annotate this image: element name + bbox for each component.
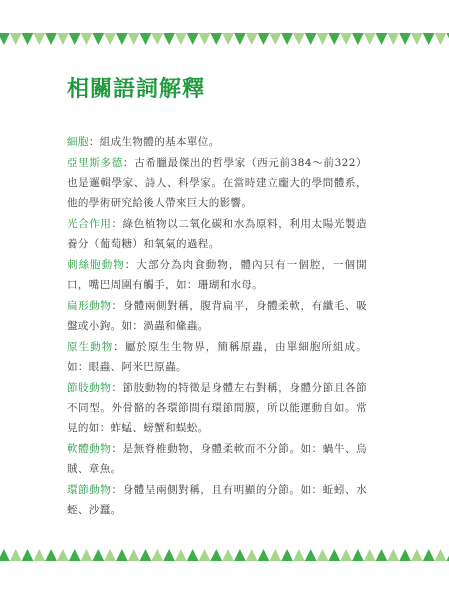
border-triangle <box>45 33 57 45</box>
glossary-entry-aristotle <box>67 153 367 213</box>
border-triangle <box>364 33 376 45</box>
border-triangle <box>293 33 305 45</box>
border-triangle <box>187 33 199 45</box>
border-triangle <box>364 549 376 561</box>
glossary-term: 刺絲胞動物 <box>67 259 125 271</box>
glossary-term: 節肢動物 <box>67 382 112 394</box>
border-triangle <box>376 33 388 45</box>
border-triangle <box>352 33 364 45</box>
border-triangle <box>81 33 93 45</box>
border-triangle <box>435 549 447 561</box>
border-triangle <box>340 549 352 561</box>
border-triangle <box>234 33 246 45</box>
glossary-definition: ：古希臘最傑出的哲學家（西元前384～前322）也是邏輯學家、詩人、科學家。在當時建立龐大的學問體系，他的學術研究給後人帶來巨大的影響。 <box>67 157 367 209</box>
border-triangle <box>376 549 388 561</box>
glossary-definition: ：屬於原生生物界，簡稱原蟲，由單細胞所組成。如：眼蟲、阿米巴原蟲。 <box>67 341 367 373</box>
border-triangle <box>317 549 329 561</box>
border-triangle <box>258 549 270 561</box>
glossary-term: 扁形動物 <box>67 300 112 312</box>
glossary-definition: ：大部分為肉食動物，體內只有一個腔，一個開口，嘴巴周圍有觸手，如：珊瑚和水母。 <box>67 259 368 291</box>
border-triangle <box>57 549 69 561</box>
glossary-definition: ：綠色植物以二氧化碳和水為原料，利用太陽光製造養分（葡萄糖）和氧氣的過程。 <box>67 218 367 250</box>
border-triangle <box>163 33 175 45</box>
border-triangle <box>128 549 140 561</box>
border-triangle <box>411 33 423 45</box>
glossary-entry-mollusk <box>67 439 367 479</box>
glossary-term: 細胞 <box>67 136 89 148</box>
border-triangle <box>151 33 163 45</box>
border-triangle <box>423 33 435 45</box>
border-triangle <box>246 33 258 45</box>
border-triangle <box>352 549 364 561</box>
border-triangle <box>10 33 22 45</box>
border-triangle <box>140 549 152 561</box>
border-triangle <box>140 33 152 45</box>
glossary-entry-arthropod <box>67 378 367 438</box>
border-triangle <box>305 549 317 561</box>
border-triangle <box>258 33 270 45</box>
glossary-term: 原生動物 <box>67 341 114 353</box>
border-triangle <box>210 33 222 45</box>
border-triangle <box>246 549 258 561</box>
border-triangle <box>234 549 246 561</box>
border-triangle <box>92 33 104 45</box>
border-triangle <box>175 549 187 561</box>
border-triangle <box>222 549 234 561</box>
border-triangle <box>387 549 399 561</box>
border-triangle <box>269 33 281 45</box>
border-triangle <box>45 549 57 561</box>
glossary-entry-annelid <box>67 480 367 520</box>
border-triangle <box>399 33 411 45</box>
border-triangle <box>116 549 128 561</box>
glossary-entry-flatworm <box>67 296 367 336</box>
glossary-definition: ：節肢動物的特徵是身體左右對稱，身體分節且各節不同型。外骨骼的各環節間有環節間膜，所以能運動自如。常見的如：蚱蜢、螃蟹和蜈蚣。 <box>67 382 367 434</box>
border-triangle <box>293 549 305 561</box>
glossary-term: 環節動物 <box>67 484 112 496</box>
glossary-list <box>67 132 367 521</box>
border-triangle <box>281 549 293 561</box>
glossary-entry-cnidarian <box>67 255 367 295</box>
border-triangle <box>151 549 163 561</box>
border-triangle <box>435 33 447 45</box>
bottom-triangle-border <box>0 549 449 561</box>
glossary-entry-photosynthesis <box>67 214 367 254</box>
border-triangle <box>69 549 81 561</box>
border-triangle <box>163 549 175 561</box>
border-triangle <box>175 33 187 45</box>
glossary-definition: ：組成生物體的基本單位。 <box>88 136 220 148</box>
border-triangle <box>328 549 340 561</box>
border-triangle <box>281 33 293 45</box>
border-triangle <box>317 33 329 45</box>
border-triangle <box>57 33 69 45</box>
border-triangle <box>187 549 199 561</box>
border-triangle <box>22 33 34 45</box>
border-triangle <box>104 33 116 45</box>
border-triangle <box>411 549 423 561</box>
border-triangle <box>0 33 10 45</box>
border-triangle <box>387 33 399 45</box>
border-triangle <box>199 33 211 45</box>
border-triangle <box>0 549 10 561</box>
border-triangle <box>69 33 81 45</box>
border-triangle <box>222 33 234 45</box>
border-triangle <box>305 33 317 45</box>
border-triangle <box>33 549 45 561</box>
glossary-term: 軟體動物 <box>67 443 112 455</box>
glossary-term: 光合作用 <box>67 218 112 230</box>
border-triangle <box>81 549 93 561</box>
border-triangle <box>128 33 140 45</box>
border-triangle <box>33 33 45 45</box>
border-triangle <box>116 33 128 45</box>
glossary-definition: ：是無脊椎動物，身體柔軟而不分節。如：蝸牛、烏賊、章魚。 <box>67 443 367 475</box>
glossary-term: 亞里斯多德 <box>67 157 123 169</box>
glossary-definition: ：身體兩側對稱，腹背扁平，身體柔軟，有纖毛、吸盤或小鉤。如：渦蟲和絛蟲。 <box>67 300 367 332</box>
border-triangle <box>269 549 281 561</box>
border-triangle <box>328 33 340 45</box>
glossary-entry-cell <box>67 132 367 152</box>
border-triangle <box>199 549 211 561</box>
border-triangle <box>210 549 222 561</box>
glossary-definition: ：身體呈兩側對稱，且有明顯的分節。如：蚯蚓、水蛭、沙蠶。 <box>67 484 367 516</box>
border-triangle <box>399 549 411 561</box>
border-triangle <box>22 549 34 561</box>
border-triangle <box>92 549 104 561</box>
border-triangle <box>423 549 435 561</box>
top-triangle-border <box>0 33 449 45</box>
border-triangle <box>104 549 116 561</box>
page-title: 相關語詞解釋 <box>67 77 206 102</box>
border-triangle <box>10 549 22 561</box>
border-triangle <box>340 33 352 45</box>
glossary-entry-protozoa <box>67 337 367 377</box>
